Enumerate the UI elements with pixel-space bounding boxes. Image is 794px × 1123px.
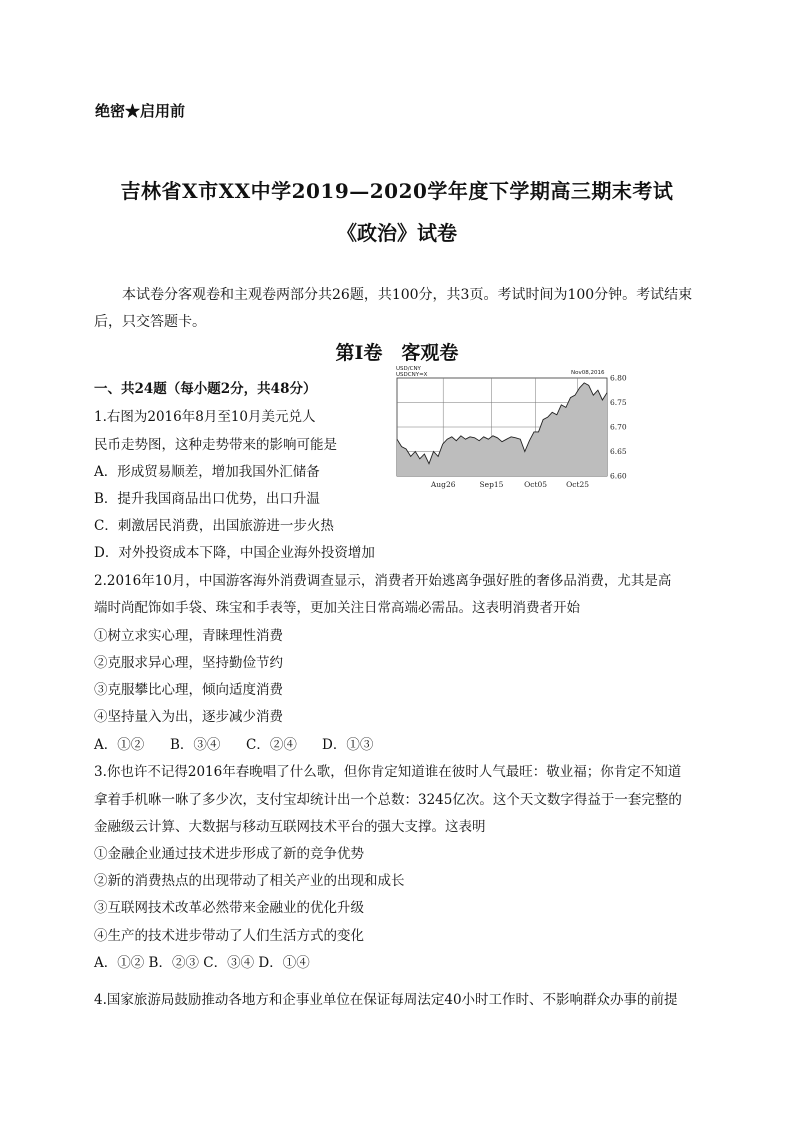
q3-stem-line-2: 拿着手机咻一咻了多少次，支付宝却统计出一个总数：3245亿次。这个天文数字得益于一套完整的	[94, 792, 682, 808]
q1-option-c: C．刺激居民消费，出国旅游进一步火热	[94, 518, 334, 534]
intro-line-2: 后，只交答题卡。	[94, 314, 206, 330]
chart-y-tick-label: 6.80	[610, 373, 627, 383]
chart-x-ticks	[430, 480, 589, 489]
exam-subtitle: 《政治》试卷	[337, 221, 457, 245]
chart-y-ticks	[610, 374, 627, 481]
q2-stem-line-2: 端时尚配饰如手袋、珠宝和手表等，更加关注日常高端必需品。这表明消费者开始	[94, 600, 580, 616]
chart-y-tick-label: 6.75	[610, 398, 627, 407]
exam-title: 吉林省X市XX中学2019—2020学年度下学期高三期末考试	[120, 179, 674, 203]
chart-x-tick-label: Aug26	[430, 480, 456, 489]
chart-annotation: Nov08,2016	[571, 370, 605, 376]
q3-item-3: ③互联网技术改革必然带来金融业的优化升级	[94, 900, 364, 916]
intro-paragraph	[94, 282, 704, 336]
usd-cny-chart	[393, 366, 633, 492]
section-title: 第Ⅰ卷 客观卷	[335, 342, 459, 364]
q1-stem-line-1: 1.右图为2016年8月至10月美元兑人	[94, 409, 316, 425]
q3-item-1: ①金融企业通过技术进步形成了新的竞争优势	[94, 846, 364, 862]
q1-stem-line-2: 民币走势图，这种走势带来的影响可能是	[94, 437, 337, 453]
q1-option-a: A．形成贸易顺差，增加我国外汇储备	[94, 464, 320, 480]
q2-answer-a: A．①②	[94, 737, 145, 753]
q2-answer-b: B．③④	[170, 737, 221, 753]
q2-answer-c: C．②④	[246, 737, 297, 753]
q2-stem-line-1: 2.2016年10月，中国游客海外消费调查显示，消费者开始逃离争强好胜的奢侈品消费，尤其是高	[94, 573, 672, 589]
q3-stem-line-1: 3.你也许不记得2016年春晚唱了什么歌，但你肯定知道谁在彼时人气最旺：敬业福；你肯定不知道	[94, 764, 682, 780]
q2-item-2: ②克服求异心理，坚持勤俭节约	[94, 655, 283, 671]
q4-stem-line-1: 4.国家旅游局鼓励推动各地方和企事业单位在保证每周法定40小时工作时、不影响群众办事的前提	[94, 992, 678, 1008]
q3-item-4: ④生产的技术进步带动了人们生活方式的变化	[94, 928, 364, 944]
intro-line-1: 本试卷分客观卷和主观卷两部分共26题，共100分，共3页。考试时间为100分钟。考试结束	[122, 287, 693, 303]
confidential-label: 绝密★启用前	[95, 102, 186, 120]
q2-item-4: ④坚持量入为出，逐步减少消费	[94, 709, 283, 725]
chart-legend-symbol: USDCNY=X	[396, 372, 428, 378]
q3-stem-line-3: 金融级云计算、大数据与移动互联网技术平台的强大支撑。这表明	[94, 819, 486, 835]
q2-item-1: ①树立求实心理，青睐理性消费	[94, 628, 283, 644]
q2-item-3: ③克服攀比心理，倾向适度消费	[94, 682, 283, 698]
chart-x-tick-label: Oct05	[524, 480, 548, 489]
chart-x-tick-label: Sep15	[479, 480, 504, 489]
part-heading: 一、共24题（每小题2分，共48分）	[94, 381, 317, 397]
chart-y-tick-label: 6.70	[610, 422, 627, 432]
q3-item-2: ②新的消费热点的出现带动了相关产业的出现和成长	[94, 873, 405, 889]
q1-option-b: B．提升我国商品出口优势，出口升温	[94, 491, 320, 507]
chart-y-tick-label: 6.65	[610, 447, 627, 456]
q3-answers: A．①② B．②③ C．③④ D．①④	[94, 955, 310, 971]
chart-y-tick-label: 6.60	[610, 471, 627, 481]
q2-answer-d: D．①③	[322, 737, 374, 753]
chart-legend-pair: USD/CNY	[396, 366, 421, 372]
chart-x-tick-label: Oct25	[566, 480, 590, 489]
q1-option-d: D．对外投资成本下降，中国企业海外投资增加	[94, 545, 375, 561]
